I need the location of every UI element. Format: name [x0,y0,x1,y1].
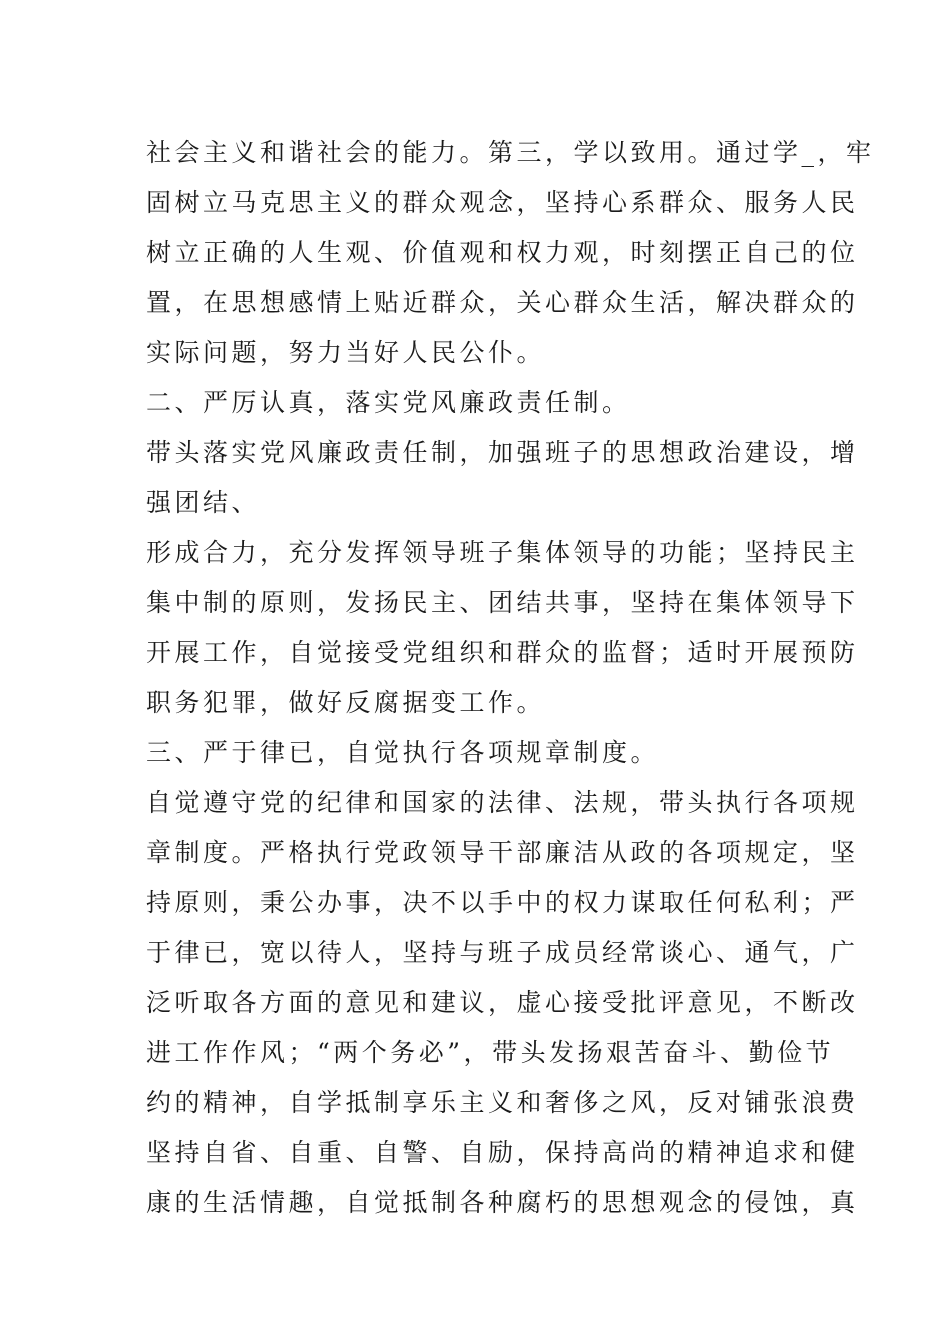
document-body [146,128,875,1228]
text-line: 进工作作风；“两个务必”，带头发扬艰苦奋斗、勤俭节 [146,1038,835,1067]
text-line: 强团结、 [146,488,261,517]
text-line: 于律已，宽以待人，坚持与班子成员经常谈心、通气，广 [146,938,859,967]
text-line: 实际问题，努力当好人民公仆。 [146,338,546,367]
section-heading: 三、严于律已，自觉执行各项规章制度。 [146,738,660,767]
text-line: 职务犯罪，做好反腐据变工作。 [146,688,546,717]
section-heading: 二、严厉认真，落实党风廉政责任制。 [146,388,631,417]
text-line: 树立正确的人生观、价值观和权力观，时刻摆正自己的位 [146,238,859,267]
text-line: 开展工作，自觉接受党组织和群众的监督；适时开展预防 [146,638,859,667]
text-line: 泛听取各方面的意见和建议，虚心接受批评意见，不断改 [146,988,859,1017]
text-line: 坚持自省、自重、自警、自励，保持高尚的精神追求和健 [146,1138,859,1167]
text-line: 固树立马克思主义的群众观念，坚持心系群众、服务人民 [146,188,859,217]
text-line: 置，在思想感情上贴近群众，关心群众生活，解决群众的 [146,288,859,317]
text-line: 带头落实党风廉政责任制，加强班子的思想政治建设，增 [146,438,859,467]
text-line: 形成合力，充分发挥领导班子集体领导的功能；坚持民主 [146,538,859,567]
text-line: 章制度。严格执行党政领导干部廉洁从政的各项规定，坚 [146,838,859,867]
text-line: 康的生活情趣，自觉抵制各种腐朽的思想观念的侵蚀，真 [146,1188,859,1217]
text-line: 持原则，秉公办事，决不以手中的权力谋取任何私利；严 [146,888,859,917]
text-line: 约的精神，自学抵制享乐主义和奢侈之风，反对铺张浪费 [146,1088,859,1117]
text-line: 社会主义和谐社会的能力。第三，学以致用。通过学_，牢 [146,138,875,167]
text-line: 自觉遵守党的纪律和国家的法律、法规，带头执行各项规 [146,788,859,817]
text-line: 集中制的原则，发扬民主、团结共事，坚持在集体领导下 [146,588,859,617]
